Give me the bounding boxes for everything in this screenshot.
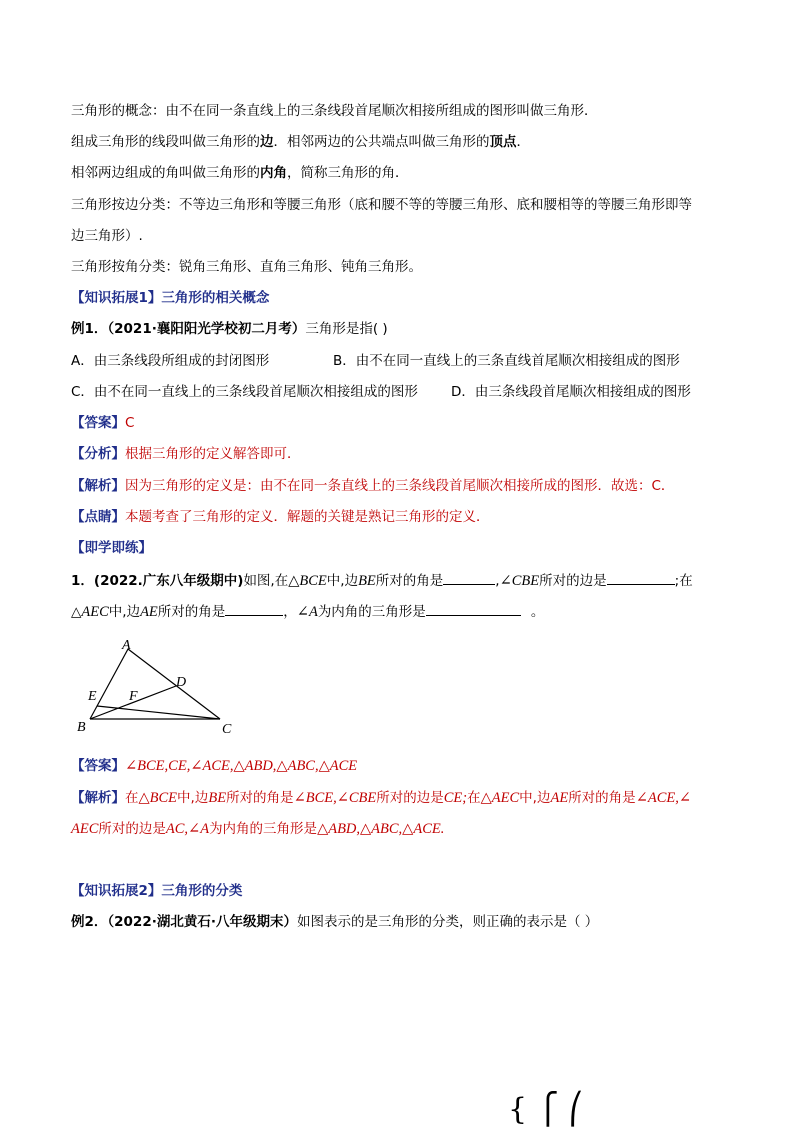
math: AEC xyxy=(81,604,109,620)
math: AE xyxy=(550,790,569,806)
text: 所对的边是 xyxy=(376,790,444,806)
solution-label: 【解析】 xyxy=(71,478,125,494)
label-d: D xyxy=(176,675,187,690)
comment-text: 本题考查了三角形的定义．解题的关键是熟记三角形的定义． xyxy=(125,509,490,525)
ext1-example xyxy=(71,320,388,338)
text: 在 xyxy=(125,790,139,806)
math: △BCE xyxy=(288,573,327,589)
text: 所对的角是 xyxy=(568,790,636,806)
math: AEC xyxy=(71,821,99,837)
practice-question-line-2 xyxy=(71,601,544,621)
math: ∠A xyxy=(188,821,210,837)
math: ∠ACE,∠ xyxy=(635,790,691,806)
concept-line-2 xyxy=(71,133,530,151)
text: ， xyxy=(283,604,297,620)
practice-solution-line-2 xyxy=(71,820,444,838)
question-label: 1．(2022.广东八年级期中) xyxy=(71,573,244,589)
text: 所对的边是 xyxy=(539,573,607,589)
text: 所对的角是 xyxy=(226,790,294,806)
text: 所对的角是 xyxy=(157,604,226,620)
text: ，简称三角形的角． xyxy=(287,165,409,181)
answer-blank[interactable] xyxy=(426,601,521,616)
option-d: D．由三条线段首尾顺次相接组成的图形 xyxy=(451,384,691,400)
text: 中,边 xyxy=(177,790,209,806)
answer-blank[interactable] xyxy=(607,570,675,585)
text: △ xyxy=(71,604,82,620)
math: △ABD,△ABC,△ACE. xyxy=(317,821,445,837)
example-text: 三角形是指( ) xyxy=(305,321,388,337)
math: AE xyxy=(140,604,158,620)
ext2-heading: 【知识拓展2】三角形的分类 xyxy=(71,883,243,899)
answer-value: ∠BCE,CE,∠ACE,△ABD,△ABC,△ACE xyxy=(125,758,358,774)
answer-label: 【答案】 xyxy=(71,415,125,431)
answer-blank[interactable] xyxy=(225,601,283,616)
math: AC, xyxy=(165,821,189,837)
example-label: 例2．（2022·湖北黄石·八年级期末） xyxy=(71,914,297,930)
text: 。 xyxy=(530,604,545,620)
label-b: B xyxy=(77,720,86,735)
text: 所对的边是 xyxy=(98,821,166,837)
option-b: B．由不在同一直线上的三条直线首尾顺次相接组成的图形 xyxy=(333,353,680,369)
text: 如图,在 xyxy=(243,573,289,589)
answer-value: C xyxy=(125,415,135,431)
ext2-example xyxy=(71,913,598,931)
label-e: E xyxy=(88,689,97,704)
text: 中,边 xyxy=(326,573,359,589)
text: 为内角的三角形是 xyxy=(317,604,426,620)
label-a: A xyxy=(122,638,131,653)
math: CE; xyxy=(443,790,468,806)
example-label: 例1．（2021·襄阳阳光学校初二月考） xyxy=(71,321,306,337)
concept-line-1: 三角形的概念：由不在同一条直线上的三条线段首尾顺次相接所组成的图形叫做三角形． xyxy=(71,103,598,119)
math: ∠BCE,∠CBE xyxy=(293,790,377,806)
ext1-comment xyxy=(71,508,490,526)
label-c: C xyxy=(222,722,232,737)
solution-label: 【解析】 xyxy=(71,790,125,806)
math: △BCE xyxy=(138,790,178,806)
concept-line-5: 三角形按角分类：锐角三角形、直角三角形、钝角三角形。 xyxy=(71,259,422,275)
concept-line-4a: 三角形按边分类：不等边三角形和等腰三角形（底和腰不等的等腰三角形、底和腰相等的等腰三角形即等 xyxy=(71,197,692,213)
segment-ac xyxy=(128,649,220,719)
option-a: A．由三条线段所组成的封闭图形 xyxy=(71,353,270,369)
analysis-text: 根据三角形的定义解答即可． xyxy=(125,446,301,462)
classification-braces: { ⎧ ⎛ xyxy=(508,1092,584,1127)
math: △AEC xyxy=(480,790,520,806)
math: ∠A xyxy=(296,604,318,620)
practice-solution-line-1 xyxy=(71,789,691,807)
term-interior-angle: 内角 xyxy=(260,165,287,181)
text: 所对的角是 xyxy=(375,573,444,589)
analysis-label: 【分析】 xyxy=(71,446,125,462)
answer-blank[interactable] xyxy=(443,570,495,585)
text: ;在 xyxy=(674,573,693,589)
math: BE xyxy=(358,573,376,589)
text: 中,边 xyxy=(108,604,141,620)
math: BE xyxy=(208,790,227,806)
text: 中,边 xyxy=(519,790,551,806)
practice-heading: 【即学即练】 xyxy=(71,540,152,556)
concept-line-3 xyxy=(71,164,409,182)
text: , xyxy=(495,573,500,589)
concept-line-4b: 边三角形）. xyxy=(71,228,143,244)
text: 在 xyxy=(467,790,481,806)
math: ∠CBE xyxy=(499,573,540,589)
solution-text: 因为三角形的定义是：由不在同一条直线上的三条线段首尾顺次相接所成的图形．故选：C． xyxy=(125,478,675,494)
triangle-figure xyxy=(72,636,242,746)
answer-label: 【答案】 xyxy=(71,758,125,774)
ext1-answer xyxy=(71,414,134,432)
practice-question-line-1 xyxy=(71,570,693,590)
ext1-heading: 【知识拓展1】三角形的相关概念 xyxy=(71,290,270,306)
option-c: C．由不在同一直线上的三条线段首尾顺次相接组成的图形 xyxy=(71,384,418,400)
ext1-analysis xyxy=(71,445,301,463)
practice-answer xyxy=(71,757,357,775)
comment-label: 【点睛】 xyxy=(71,509,125,525)
text: ．相邻两边的公共端点叫做三角形的 xyxy=(273,134,490,150)
ext1-solution xyxy=(71,477,674,495)
text: ． xyxy=(516,134,530,150)
text: 组成三角形的线段叫做三角形的 xyxy=(71,134,260,150)
term-vertex: 顶点 xyxy=(489,134,517,150)
label-f: F xyxy=(129,689,138,704)
text: 相邻两边组成的角叫做三角形的 xyxy=(71,165,260,181)
text: 为内角的三角形是 xyxy=(209,821,318,837)
segment-ce xyxy=(97,706,220,719)
term-side: 边 xyxy=(260,134,274,150)
example-text: 如图表示的是三角形的分类，则正确的表示是（ ） xyxy=(296,914,599,930)
